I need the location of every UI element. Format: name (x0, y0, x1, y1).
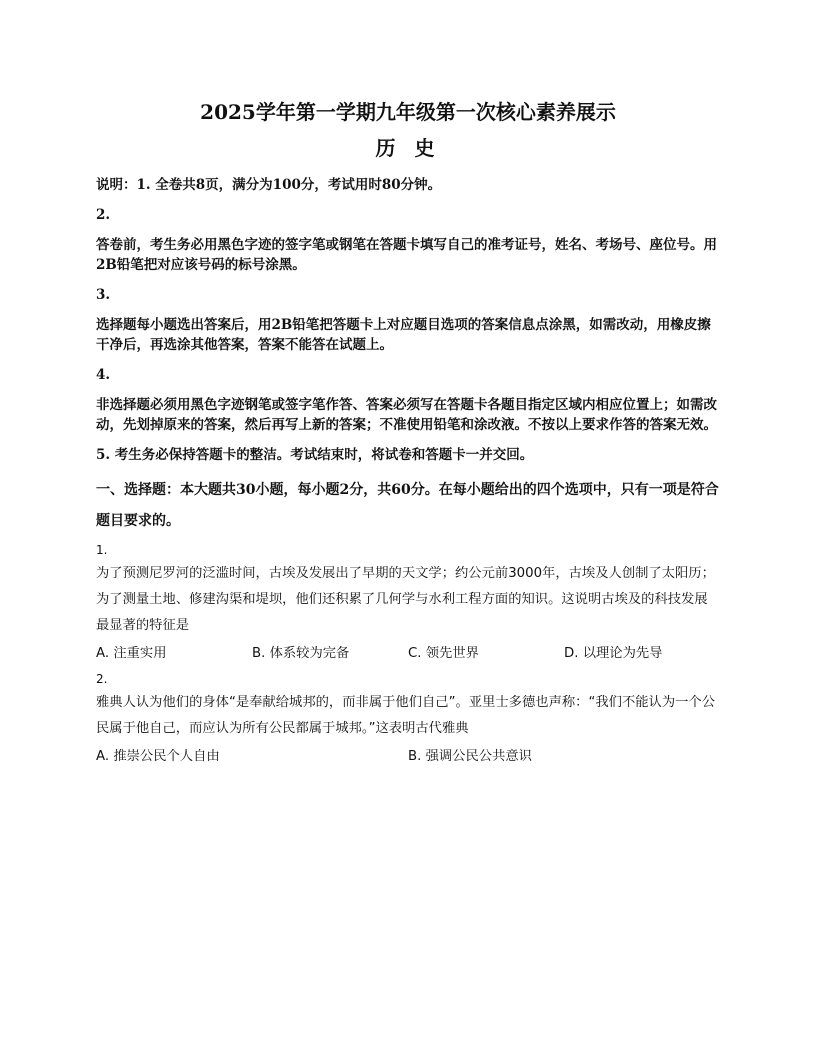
question-number: 2. (96, 672, 108, 686)
subject-title: 历 史 (375, 136, 441, 160)
instruction-line (96, 315, 720, 355)
instruction-line (96, 395, 720, 435)
question-1 (96, 542, 720, 666)
option-a: A. 注重实用 (96, 646, 167, 661)
instruction-line: 5. 考生务必保持答题卡的整洁。考试结束时，将试卷和答题卡一并交回。 (96, 447, 534, 463)
question-stem: 为了预测尼罗河的泛滥时间，古埃及发展出了早期的天文学；约公元前3000年，古埃及人创制了太阳历；为了测量土地、修建沟渠和堤坝，他们还积累了几何学与水利工程方面的知识。这说明古埃及的科技发展最显著的特征是 (96, 566, 715, 633)
question-2 (96, 671, 720, 769)
instructions-block (96, 175, 720, 465)
instruction-text: 非选择题必须用黑色字迹钢笔或签字笔作答、答案必须写在答题卡各题目指定区域内相应位置 (96, 397, 650, 413)
instruction-text: 上；如需改动，先划掉原来的答案，然后再写上新的答案；不准使用铅笔和涂改液。不按以上要 (96, 397, 717, 433)
exam-title: 2025学年第一学期九年级第一次核心素养展示 (200, 100, 616, 124)
page-content (96, 97, 720, 773)
instruction-text: 求作答的答案无效。 (595, 417, 717, 433)
section-heading: 一、选择题：本大题共30小题，每小题2分，共60分。在每小题给出的四个选项中，只有一项是符合题目要求的。 (96, 482, 719, 529)
instruction-line: 说明：1. 全卷共8页，满分为100分，考试用时80分钟。 (96, 177, 442, 193)
question-number: 1. (96, 543, 108, 557)
question-stem: 雅典人认为他们的身体“是奉献给城邦的，而非属于他们自己”。亚里士多德也声称：“我们不能认为一个公民属于他自己，而应认为所有公民都属于城邦。”这表明古代雅典 (96, 695, 716, 736)
answer-options (96, 745, 720, 769)
instruction-line: 4. (96, 367, 111, 383)
instruction-line: 3. (96, 287, 111, 303)
instruction-text: 用橡皮擦干净后，再选涂其他答案，答案不能答在试题上。 (96, 317, 711, 353)
option-b: B. 体系较为完备 (252, 646, 350, 661)
option-c: C. 领先世界 (408, 646, 479, 661)
answer-options (96, 642, 720, 666)
instruction-line: 2. (96, 207, 111, 223)
instruction-text: 答卷前，考生务必用黑色字迹的签字笔或钢笔在答题卡填写自己的准考证号，姓名、考场号、 (96, 237, 650, 253)
option-b: B. 强调公民公共意识 (408, 749, 532, 764)
instruction-text: 座位号。用2B铅笔把对应该号码的标号涂黑。 (96, 237, 717, 273)
option-d: D. 以理论为先导 (564, 646, 663, 661)
instruction-line (96, 235, 720, 275)
instruction-text: 选择题每小题选出答案后，用2B铅笔把答题卡上对应题目选项的答案信息点涂黑，如需改动， (96, 317, 657, 333)
option-a: A. 推崇公民个人自由 (96, 749, 220, 764)
